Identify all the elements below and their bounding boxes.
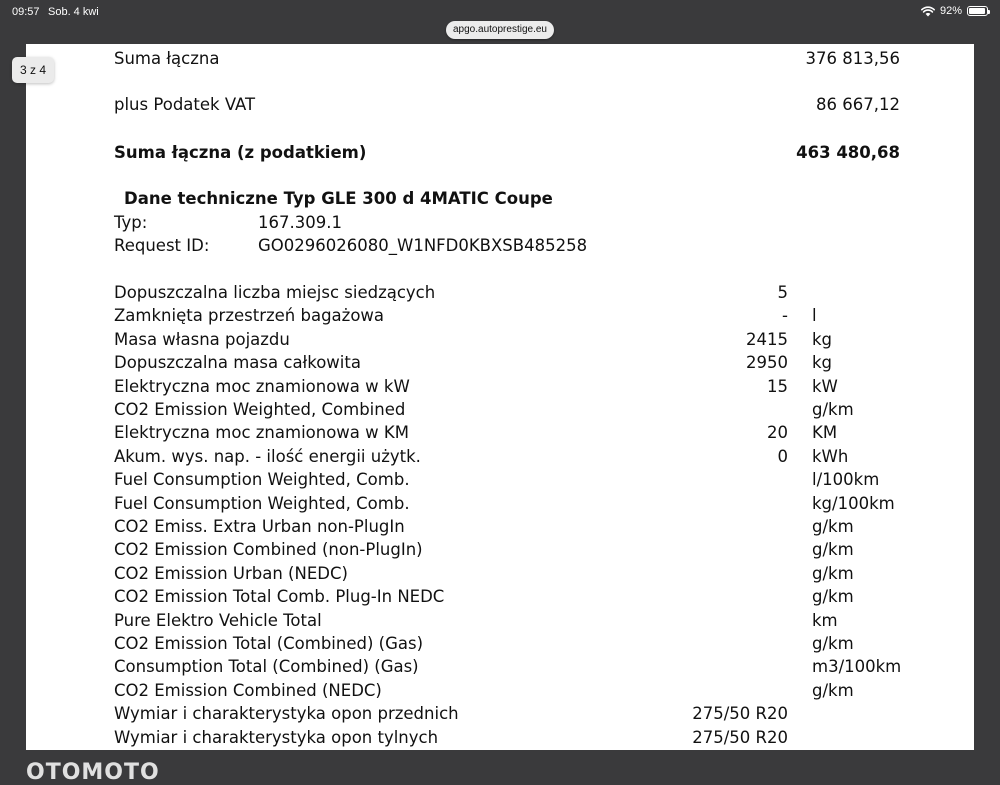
spec-label: CO2 Emission Combined (NEDC) <box>114 681 382 700</box>
spec-unit: g/km <box>812 540 854 559</box>
spec-unit: g/km <box>812 681 854 700</box>
spec-label: CO2 Emission Urban (NEDC) <box>114 564 348 583</box>
spec-unit: g/km <box>812 517 854 536</box>
spec-unit: kWh <box>812 447 849 466</box>
total-label: Suma łączna <box>114 49 220 68</box>
spec-unit: g/km <box>812 587 854 606</box>
spec-label: CO2 Emiss. Extra Urban non-PlugIn <box>114 517 405 536</box>
spec-unit: kg <box>812 353 833 372</box>
spec-value: 2950 <box>746 353 788 372</box>
spec-label: CO2 Emission Total Comb. Plug-In NEDC <box>114 587 445 606</box>
status-date: Sob. 4 kwi <box>48 6 99 18</box>
spec-label: CO2 Emission Weighted, Combined <box>114 400 406 419</box>
spec-label: Dopuszczalna liczba miejsc siedzących <box>114 283 436 302</box>
spec-label: Akum. wys. nap. - ilość energii użytk. <box>114 447 421 466</box>
spec-value: 5 <box>777 283 788 302</box>
spec-label: Consumption Total (Combined) (Gas) <box>114 657 419 676</box>
spec-unit: l <box>812 306 817 325</box>
spec-label: Elektryczna moc znamionowa w KM <box>114 423 409 442</box>
url-bar[interactable]: apgo.autoprestige.eu <box>446 21 554 39</box>
typ-value: 167.309.1 <box>258 213 342 232</box>
page-counter: 3 z 4 <box>12 57 54 83</box>
spec-value: 275/50 R20 <box>692 704 788 723</box>
vat-label: plus Podatek VAT <box>114 95 256 114</box>
spec-label: Masa własna pojazdu <box>114 330 290 349</box>
spec-label: CO2 Emission Total (Combined) (Gas) <box>114 634 424 653</box>
spec-value: - <box>782 306 788 325</box>
spec-value: 275/50 R20 <box>692 728 788 747</box>
spec-label: Dopuszczalna masa całkowita <box>114 353 361 372</box>
spec-label: Elektryczna moc znamionowa w kW <box>114 377 410 396</box>
spec-value: 0 <box>777 447 788 466</box>
request-id-value: GO0296026080_W1NFD0KBXSB485258 <box>258 236 588 255</box>
vat-value: 86 667,12 <box>816 95 900 114</box>
spec-value: 20 <box>767 423 788 442</box>
status-time: 09:57 <box>12 6 40 18</box>
spec-label: Zamknięta przestrzeń bagażowa <box>114 306 385 325</box>
document-page <box>26 44 974 785</box>
spec-value: 15 <box>767 377 788 396</box>
spec-unit: g/km <box>812 634 854 653</box>
tech-heading: Dane techniczne Typ GLE 300 d 4MATIC Coupe <box>124 189 553 208</box>
battery-percent: 92% <box>939 5 962 17</box>
spec-unit: g/km <box>812 400 854 419</box>
spec-unit: km <box>812 611 838 630</box>
spec-value: 2415 <box>746 330 788 349</box>
request-id-label: Request ID: <box>114 236 210 255</box>
spec-unit: g/km <box>812 564 854 583</box>
total-value: 376 813,56 <box>805 49 900 68</box>
spec-unit: m3/100km <box>812 657 902 676</box>
spec-label: Wymiar i charakterystyka opon tylnych <box>114 728 439 747</box>
spec-unit: kW <box>812 377 838 396</box>
spec-unit: KM <box>812 423 838 442</box>
spec-label: Wymiar i charakterystyka opon przednich <box>114 704 459 723</box>
spec-unit: kg <box>812 330 833 349</box>
spec-unit: l/100km <box>812 470 880 489</box>
watermark: OTOMOTO <box>26 760 160 785</box>
grand-total-value: 463 480,68 <box>796 143 900 162</box>
grand-total-label: Suma łączna (z podatkiem) <box>114 143 367 162</box>
spec-label: Fuel Consumption Weighted, Comb. <box>114 494 410 513</box>
typ-label: Typ: <box>114 213 148 232</box>
spec-label: CO2 Emission Combined (non-PlugIn) <box>114 540 423 559</box>
spec-label: Fuel Consumption Weighted, Comb. <box>114 470 410 489</box>
spec-label: Pure Elektro Vehicle Total <box>114 611 322 630</box>
spec-unit: kg/100km <box>812 494 895 513</box>
